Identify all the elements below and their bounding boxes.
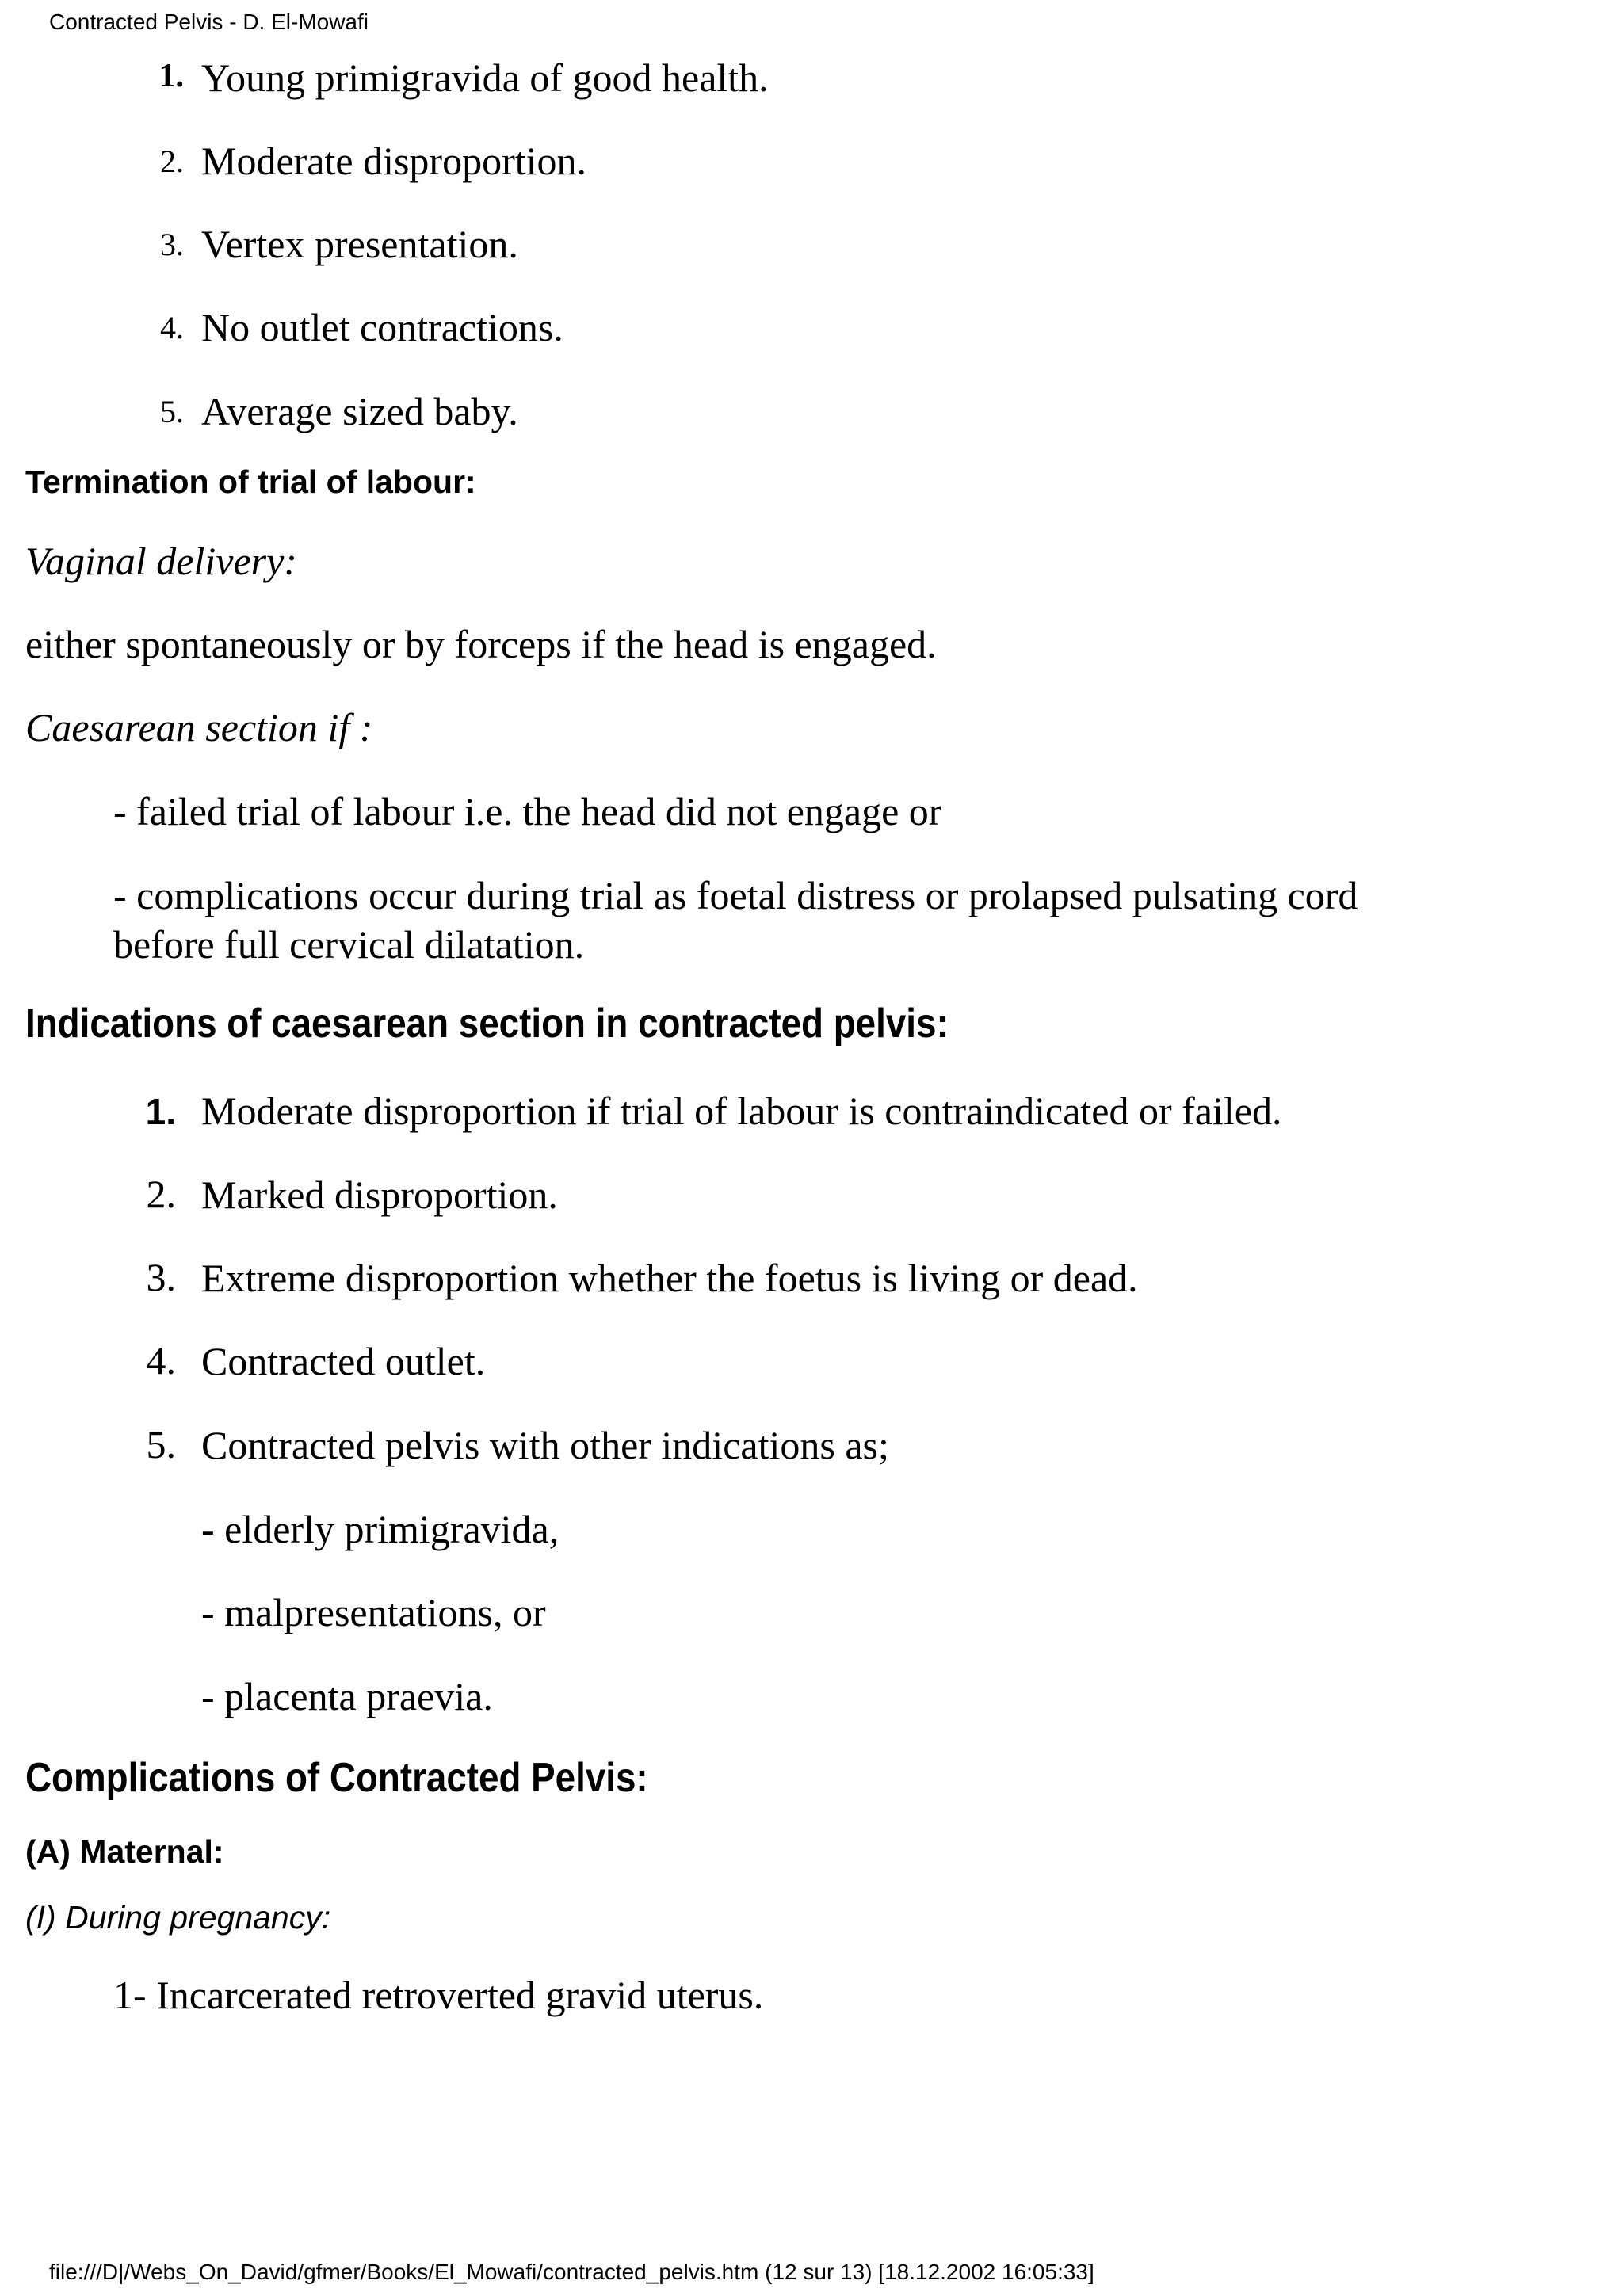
list-item-number: 3. <box>146 1255 176 1299</box>
page-footer-url: file:///D|/Webs_On_David/gfmer/Books/El_Mowafi/contracted_pelvis.htm (12 sur 13) [18.12.2002 16:05:33] <box>49 2260 1094 2284</box>
maternal-heading: (A) Maternal: <box>25 1833 224 1870</box>
list-item-number: 4. <box>160 310 184 345</box>
list-item: Moderate disproportion if trial of labour is contraindicated or failed. <box>201 1089 1282 1133</box>
vaginal-delivery-text: either spontaneously or by forceps if the head is engaged. <box>25 622 937 666</box>
list-item: Marked disproportion. <box>201 1173 558 1217</box>
caesarean-reason-continued: before full cervical dilatation. <box>113 922 585 967</box>
list-item-number: 3. <box>160 227 184 262</box>
list-item-number: 5. <box>160 394 184 429</box>
list-item: Young primigravida of good health. <box>201 55 769 100</box>
list-item: Moderate disproportion. <box>201 139 587 183</box>
list-item-number: 1. <box>158 58 184 94</box>
caesarean-reason: - failed trial of labour i.e. the head did not engage or <box>113 789 942 833</box>
pregnancy-heading: (I) During pregnancy: <box>25 1899 331 1936</box>
page-header-title: Contracted Pelvis - D. El-Mowafi <box>49 10 369 34</box>
list-item-number: 1. <box>145 1091 176 1132</box>
list-item-number: 5. <box>146 1422 176 1466</box>
list-item-number: 2. <box>146 1172 176 1216</box>
list-item-number: 2. <box>160 143 184 179</box>
list-item: Average sized baby. <box>201 389 518 433</box>
indications-heading: Indications of caesarean section in contracted pelvis: <box>25 1001 949 1047</box>
list-item: No outlet contractions. <box>201 305 563 349</box>
vaginal-delivery-label: Vaginal delivery: <box>25 539 297 583</box>
list-item: Extreme disproportion whether the foetus is living or dead. <box>201 1256 1138 1300</box>
caesarean-label: Caesarean section if : <box>25 705 373 749</box>
sub-list-item: - placenta praevia. <box>201 1674 493 1718</box>
complications-heading: Complications of Contracted Pelvis: <box>25 1755 648 1801</box>
sub-list-item: - elderly primigravida, <box>201 1507 559 1551</box>
list-item: Contracted outlet. <box>201 1339 486 1383</box>
termination-heading: Termination of trial of labour: <box>25 463 476 500</box>
complication-item: 1- Incarcerated retroverted gravid uterus. <box>113 1973 764 2017</box>
list-item-number: 4. <box>146 1338 176 1383</box>
list-item: Contracted pelvis with other indications as; <box>201 1423 889 1467</box>
caesarean-reason: - complications occur during trial as foetal distress or prolapsed pulsating cord <box>113 873 1358 917</box>
sub-list-item: - malpresentations, or <box>201 1590 546 1634</box>
list-item: Vertex presentation. <box>201 222 518 266</box>
